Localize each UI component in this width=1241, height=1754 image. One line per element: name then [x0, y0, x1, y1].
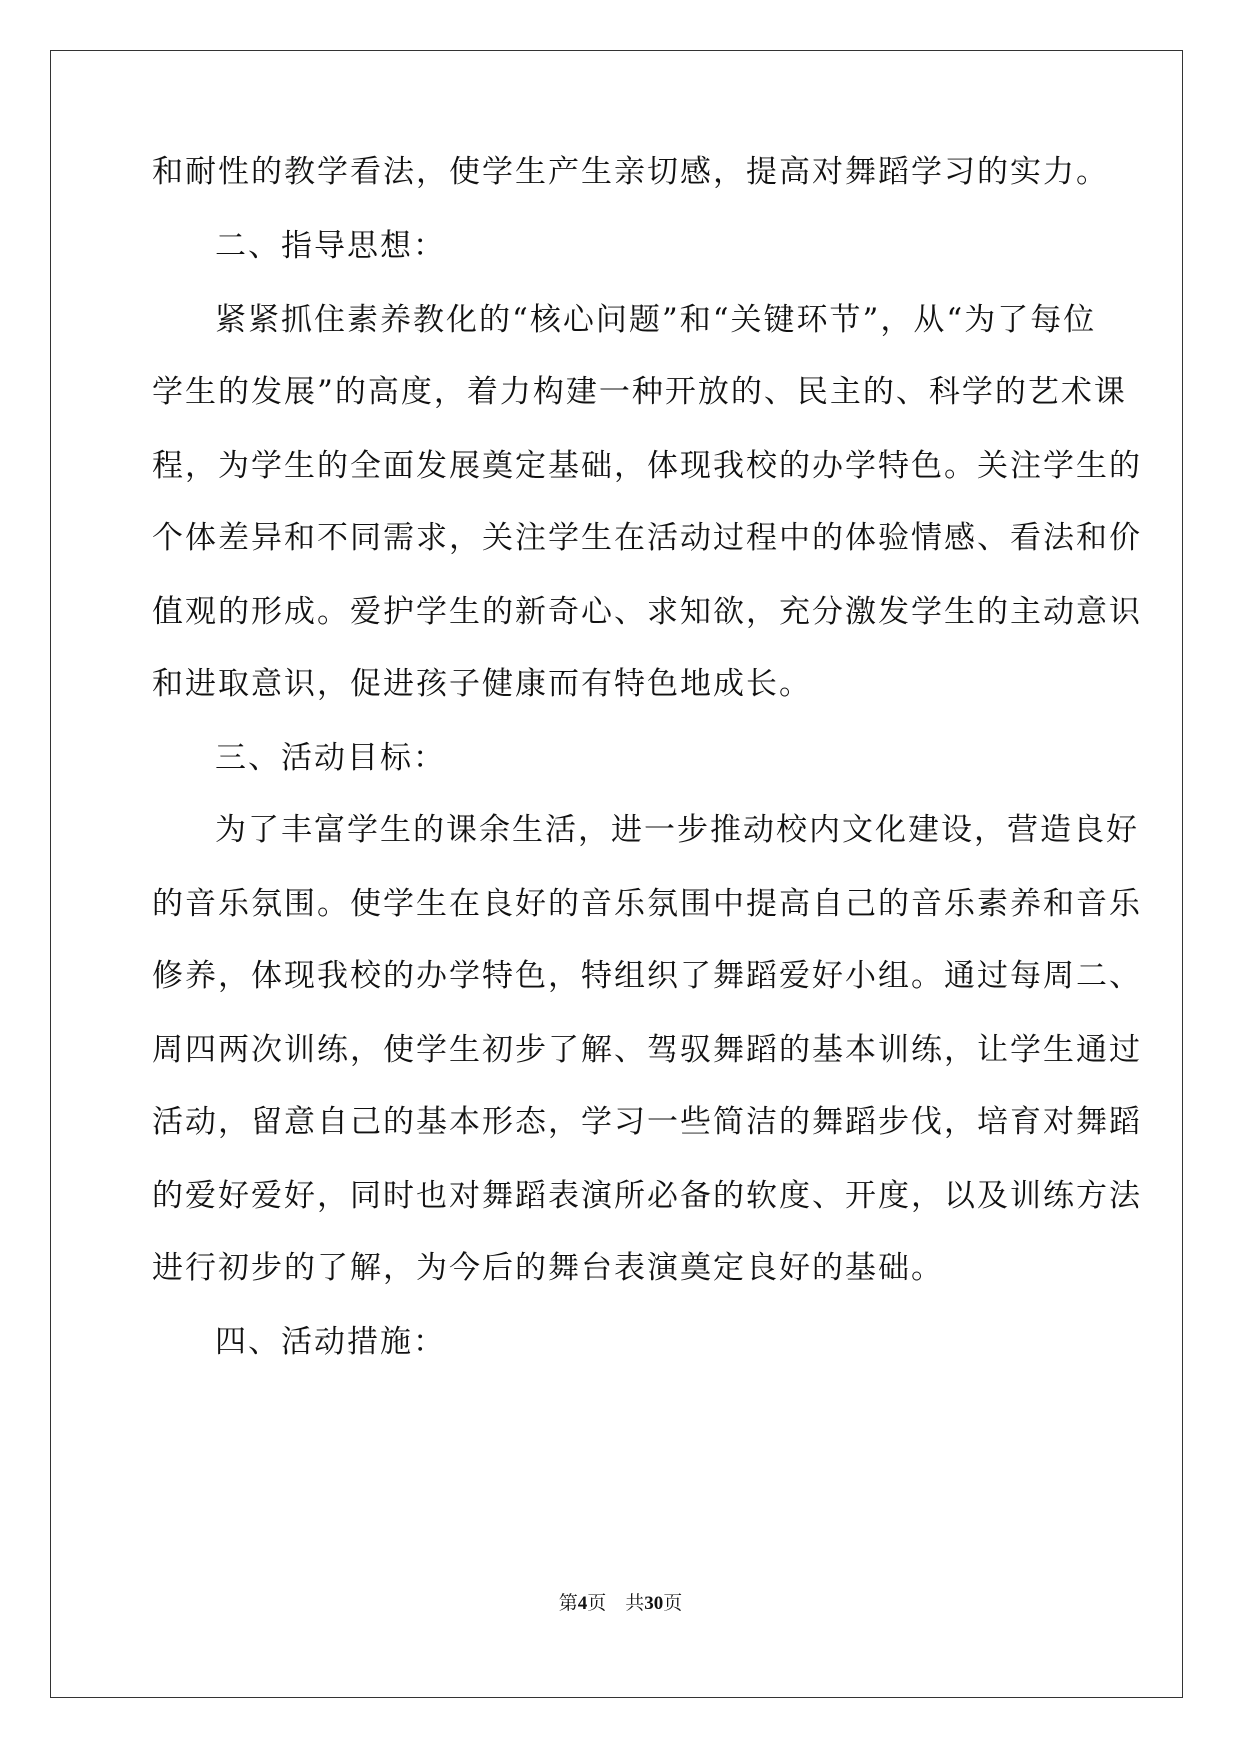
text-line: 值观的形成。爱护学生的新奇心、求知欲，充分激发学生的主动意识: [152, 594, 1142, 630]
footer-prefix: 第: [558, 1593, 578, 1614]
current-page-number: 4: [577, 1593, 588, 1614]
text-line: 学生的发展”的高度，着力构建一种开放的、民主的、科学的艺术课: [152, 374, 1127, 410]
page-footer: [0, 1591, 1241, 1617]
page-border: [50, 50, 1183, 1698]
text-line: 活动，留意自己的基本形态，学习一些简洁的舞蹈步伐，培育对舞蹈: [152, 1104, 1142, 1140]
text-line: 个体差异和不同需求，关注学生在活动过程中的体验情感、看法和价: [152, 520, 1142, 556]
text-line: 为了丰富学生的课余生活，进一步推动校内文化建设，营造良好: [215, 812, 1139, 848]
text-line: 周四两次训练，使学生初步了解、驾驭舞蹈的基本训练，让学生通过: [152, 1032, 1142, 1068]
text-line: 的音乐氛围。使学生在良好的音乐氛围中提高自己的音乐素养和音乐: [152, 886, 1142, 922]
text-line: 和进取意识，促进孩子健康而有特色地成长。: [152, 666, 812, 702]
text-line: 修养，体现我校的办学特色，特组织了舞蹈爱好小组。通过每周二、: [152, 958, 1142, 994]
section-heading: 四、活动措施：: [215, 1324, 446, 1360]
total-page-count: 30: [644, 1593, 664, 1614]
text-line: 和耐性的教学看法，使学生产生亲切感，提高对舞蹈学习的实力。: [152, 154, 1109, 190]
text-line: 进行初步的了解，为今后的舞台表演奠定良好的基础。: [152, 1250, 944, 1286]
text-line: 的爱好爱好，同时也对舞蹈表演所必备的软度、开度，以及训练方法: [152, 1178, 1142, 1214]
footer-suffix: 页: [663, 1593, 683, 1614]
section-heading: 二、指导思想：: [215, 228, 446, 264]
section-heading: 三、活动目标：: [215, 740, 446, 776]
footer-middle: 页 共: [587, 1593, 645, 1614]
text-line: 程，为学生的全面发展奠定基础，体现我校的办学特色。关注学生的: [152, 448, 1142, 484]
text-line: 紧紧抓住素养教化的“核心问题”和“关键环节”，从“为了每位: [215, 302, 1097, 338]
